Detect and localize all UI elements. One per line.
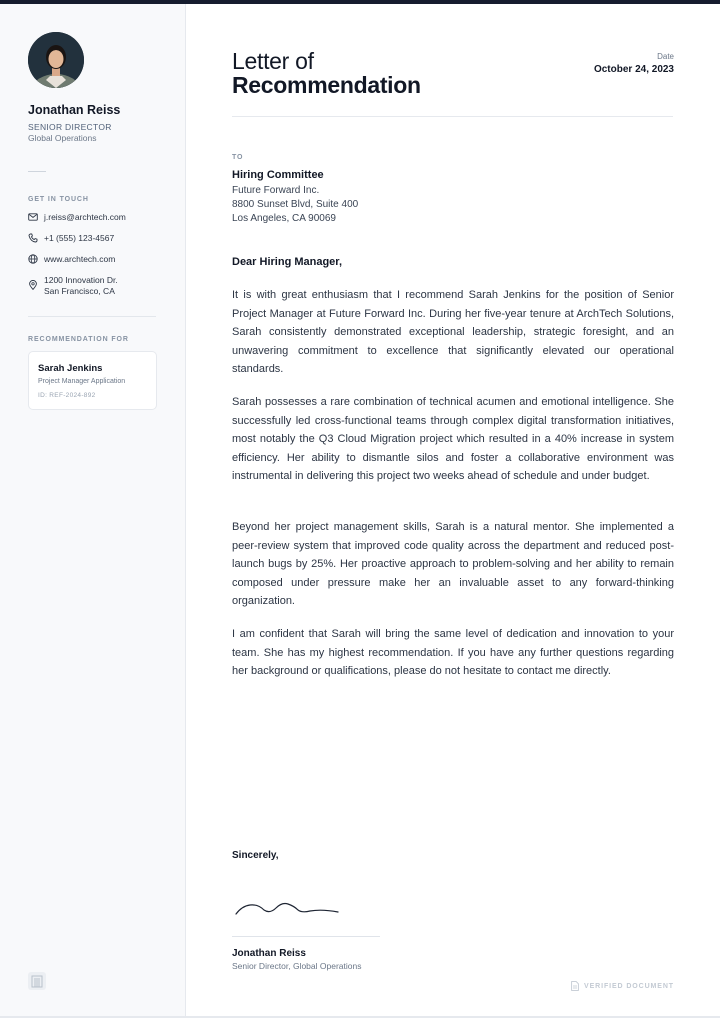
recipient-name: Hiring Committee: [232, 169, 324, 181]
sender-department: Global Operations: [28, 133, 97, 143]
email-text: j.reiss@archtech.com: [44, 212, 126, 222]
letter-paragraph-2: Sarah possesses a rare combination of technical acumen and emotional intelligence. She successfully led cross-functional teams through complex digital transformation initiatives, most notably the Q3 Cloud Migration project which resulted in a 40% increase in system efficiency. Her ability to dismantle silos and foster a collaborative environment was instrumental in delivering this project two weeks ahead of schedule and under budget.: [232, 396, 674, 483]
website-text: www.archtech.com: [44, 254, 116, 264]
recipient-company: Future Forward Inc.: [232, 185, 320, 196]
phone-text: +1 (555) 123-4567: [44, 233, 115, 243]
signer-title: Senior Director, Global Operations: [232, 961, 362, 971]
divider: [28, 171, 46, 172]
recommendation-section-label: RECOMMENDATION FOR: [28, 336, 129, 343]
address-line-2: San Francisco, CA: [44, 286, 115, 296]
building-icon: [28, 972, 46, 990]
document-icon: [571, 981, 579, 991]
recipient-address-line-1: 8800 Sunset Blvd, Suite 400: [232, 199, 359, 210]
address-line-1: 1200 Innovation Dr.: [44, 275, 118, 285]
document-title-line-1: Letter of: [232, 48, 314, 74]
globe-icon: [28, 254, 38, 264]
document-title-line-2: Recommendation: [232, 72, 421, 98]
signature: [234, 896, 344, 920]
closing: Sincerely,: [232, 850, 279, 861]
sender-name: Jonathan Reiss: [28, 103, 121, 117]
candidate-application: Project Manager Application: [38, 378, 126, 385]
candidate-card: [28, 351, 157, 410]
sidebar: [0, 4, 186, 1016]
verified-badge: [571, 981, 674, 991]
letter-paragraph-1: It is with great enthusiasm that I recommend Sarah Jenkins for the position of Senior Project Manager at Future Forward Inc. During her five-year tenure at ArchTech Solutions, Sarah consistently demonstrated exceptional leadership, strategic foresight, and an unwavering commitment to excellence that significantly elevated our operational standards.: [232, 289, 674, 376]
contact-email[interactable]: [28, 212, 126, 223]
sender-title: SENIOR DIRECTOR: [28, 122, 112, 132]
letter-paragraph-4: I am confident that Sarah will bring the same level of dedication and innovation to your team. She has my highest recommendation. If you have any further questions regarding her background or qualifications, please do not hesitate to contact me directly.: [232, 628, 674, 678]
contact-address: [28, 275, 118, 297]
letter-paragraph-3: Beyond her project management skills, Sarah is a natural mentor. She implemented a peer-review system that improved code quality across the department and reduced post-launch bugs by 25%. Her proactive approach to problem-solving and her ability to remain composed under pressure make her an invaluable asset to any forward-thinking organization.: [232, 521, 674, 608]
signature-line: [232, 936, 380, 937]
recipient-address-line-2: Los Angeles, CA 90069: [232, 213, 336, 224]
avatar: [28, 32, 84, 88]
document-date: October 24, 2023: [593, 64, 674, 75]
contact-website[interactable]: [28, 254, 115, 265]
candidate-name: Sarah Jenkins: [38, 363, 103, 374]
contact-section-label: GET IN TOUCH: [28, 196, 89, 203]
contact-phone[interactable]: [28, 233, 114, 244]
recipient-label: TO: [232, 154, 244, 161]
phone-icon: [28, 233, 38, 243]
location-pin-icon: [28, 280, 38, 290]
header-divider: [232, 116, 673, 117]
salutation: Dear Hiring Manager,: [232, 256, 343, 268]
date-label: Date: [657, 52, 674, 61]
signer-name: Jonathan Reiss: [232, 948, 306, 959]
verified-label: VERIFIED DOCUMENT: [584, 982, 674, 990]
divider: [28, 316, 156, 317]
mail-icon: [28, 212, 38, 222]
candidate-reference-id: ID: REF-2024-892: [38, 392, 96, 399]
